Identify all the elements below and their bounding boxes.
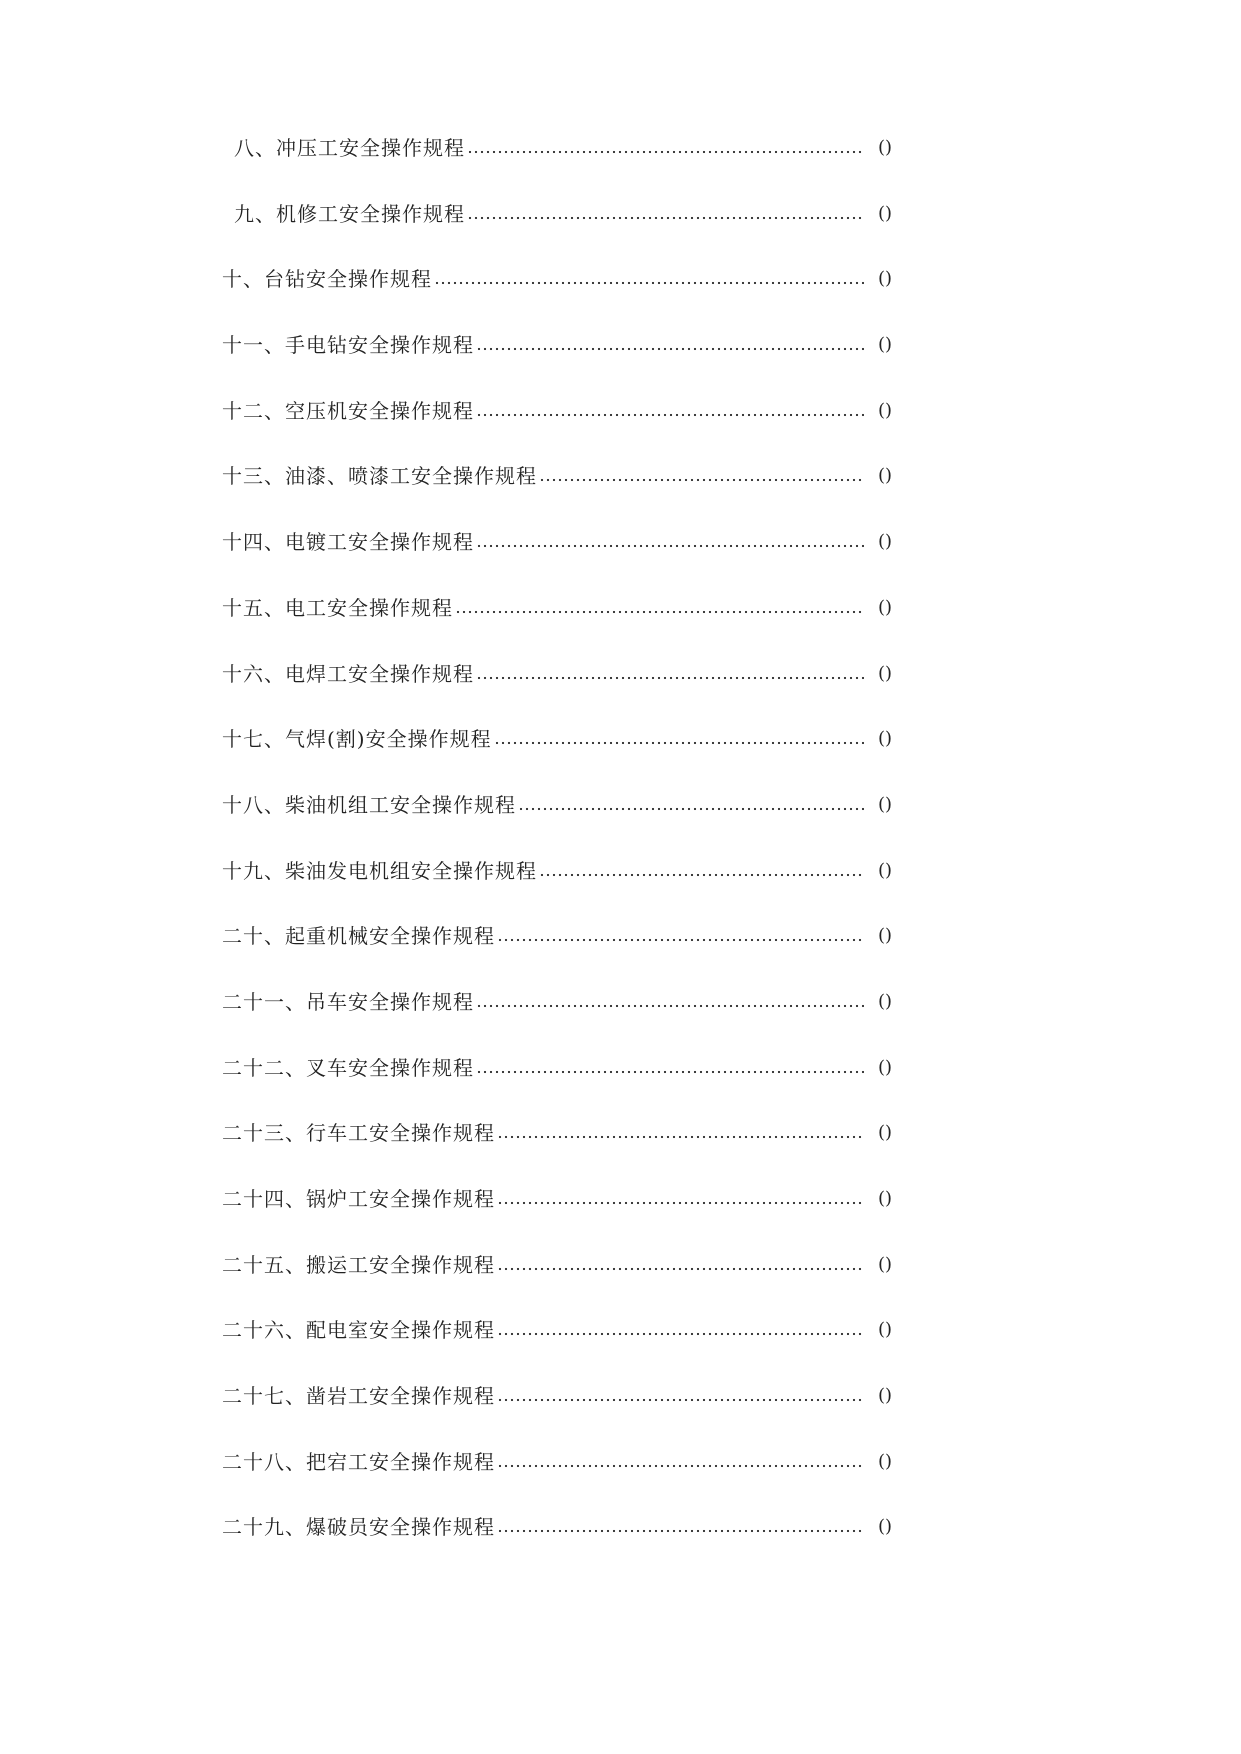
- toc-entry[interactable]: [222, 924, 892, 990]
- toc-entry[interactable]: [222, 990, 892, 1056]
- dot-leader: [539, 464, 864, 482]
- toc-page-number: (): [877, 1516, 892, 1538]
- dot-leader: [467, 136, 864, 154]
- toc-entry[interactable]: [222, 1056, 892, 1122]
- toc-page-number: (): [877, 268, 892, 290]
- dot-leader: [497, 1515, 864, 1533]
- toc-page-number: (): [877, 596, 892, 618]
- toc-entry[interactable]: [222, 464, 892, 530]
- toc-entry-title: 十、台钻安全操作规程: [222, 267, 432, 292]
- toc-page-number: (): [877, 1056, 892, 1078]
- dot-leader: [467, 202, 864, 220]
- toc-page-number: (): [877, 1253, 892, 1275]
- toc-page-number: (): [877, 793, 892, 815]
- dot-leader: [476, 399, 864, 417]
- toc-page-number: (): [877, 1385, 892, 1407]
- toc-entry[interactable]: [222, 1450, 892, 1516]
- toc-entry-title: 九、机修工安全操作规程: [234, 201, 465, 226]
- toc-entry-title: 十六、电焊工安全操作规程: [222, 661, 474, 686]
- toc-entry[interactable]: [222, 859, 892, 925]
- toc-entry[interactable]: [222, 1318, 892, 1384]
- dot-leader: [497, 1121, 864, 1139]
- toc-entry-title: 二十四、锅炉工安全操作规程: [222, 1187, 495, 1211]
- dot-leader: [476, 662, 864, 680]
- toc-entry-title: 十九、柴油发电机组安全操作规程: [222, 858, 537, 883]
- dot-leader: [518, 793, 864, 811]
- toc-entry[interactable]: [222, 596, 892, 662]
- toc-page-number: (): [877, 728, 892, 750]
- toc-entry-title: 二十九、爆破员安全操作规程: [222, 1515, 495, 1540]
- toc-entry[interactable]: [222, 1187, 892, 1253]
- toc-entry-title: 十八、柴油机组工安全操作规程: [222, 792, 516, 817]
- toc-entry[interactable]: [222, 1515, 892, 1581]
- toc-entry[interactable]: [222, 136, 892, 202]
- toc-page-number: (): [877, 990, 892, 1012]
- toc-entry-title: 二十五、搬运工安全操作规程: [222, 1252, 495, 1277]
- toc-page-number: (): [877, 1450, 892, 1472]
- toc-page-number: (): [877, 137, 892, 158]
- dot-leader: [497, 1253, 864, 1271]
- dot-leader: [497, 1450, 864, 1468]
- dot-leader: [434, 267, 864, 285]
- dot-leader: [476, 1056, 864, 1074]
- dot-leader: [476, 530, 864, 548]
- toc-page-number: (): [877, 465, 892, 487]
- toc-entry[interactable]: [222, 267, 892, 333]
- toc-entry-title: 十三、油漆、喷漆工安全操作规程: [222, 464, 537, 489]
- dot-leader: [494, 727, 864, 745]
- dot-leader: [497, 1318, 864, 1336]
- toc-page-number: (): [877, 399, 892, 421]
- toc-page-number: (): [877, 925, 892, 947]
- dot-leader: [539, 859, 864, 877]
- toc-entry[interactable]: [222, 1384, 892, 1450]
- toc-entry[interactable]: [222, 1121, 892, 1187]
- toc-entry-title: 十五、电工安全操作规程: [222, 595, 453, 620]
- toc-entry-title: 二十三、行车工安全操作规程: [222, 1121, 495, 1146]
- toc-entry-title: 二十八、把宕工安全操作规程: [222, 1449, 495, 1474]
- toc-page-number: (): [877, 859, 892, 881]
- toc-entry-title: 二十七、凿岩工安全操作规程: [222, 1384, 495, 1409]
- toc-page-number: (): [877, 202, 892, 224]
- toc-page-number: (): [877, 531, 892, 553]
- toc-entry-title: 二十、起重机械安全操作规程: [222, 924, 495, 949]
- toc-entry-title: 二十六、配电室安全操作规程: [222, 1318, 495, 1343]
- toc-entry[interactable]: [222, 202, 892, 268]
- toc-entry-title: 十四、电镀工安全操作规程: [222, 530, 474, 555]
- dot-leader: [455, 596, 864, 614]
- toc-entry[interactable]: [222, 1253, 892, 1319]
- toc-entry[interactable]: [222, 727, 892, 793]
- toc-page-number: (): [877, 1122, 892, 1144]
- toc-entry[interactable]: [222, 793, 892, 859]
- table-of-contents: [222, 136, 892, 1581]
- dot-leader: [476, 333, 864, 351]
- dot-leader: [497, 924, 864, 942]
- dot-leader: [476, 990, 864, 1008]
- toc-entry[interactable]: [222, 662, 892, 728]
- toc-entry[interactable]: [222, 399, 892, 465]
- toc-entry[interactable]: [222, 333, 892, 399]
- toc-page-number: (): [877, 334, 892, 356]
- toc-entry-title: 八、冲压工安全操作规程: [234, 136, 465, 160]
- toc-page-number: (): [877, 1319, 892, 1341]
- toc-entry-title: 十二、空压机安全操作规程: [222, 398, 474, 423]
- toc-entry-title: 二十一、吊车安全操作规程: [222, 989, 474, 1014]
- toc-page-number: (): [877, 662, 892, 684]
- dot-leader: [497, 1187, 864, 1205]
- toc-entry-title: 十七、气焊(割)安全操作规程: [222, 727, 492, 752]
- toc-entry[interactable]: [222, 530, 892, 596]
- toc-entry-title: 二十二、叉车安全操作规程: [222, 1055, 474, 1080]
- toc-page-number: (): [877, 1188, 892, 1209]
- toc-entry-title: 十一、手电钻安全操作规程: [222, 333, 474, 358]
- dot-leader: [497, 1384, 864, 1402]
